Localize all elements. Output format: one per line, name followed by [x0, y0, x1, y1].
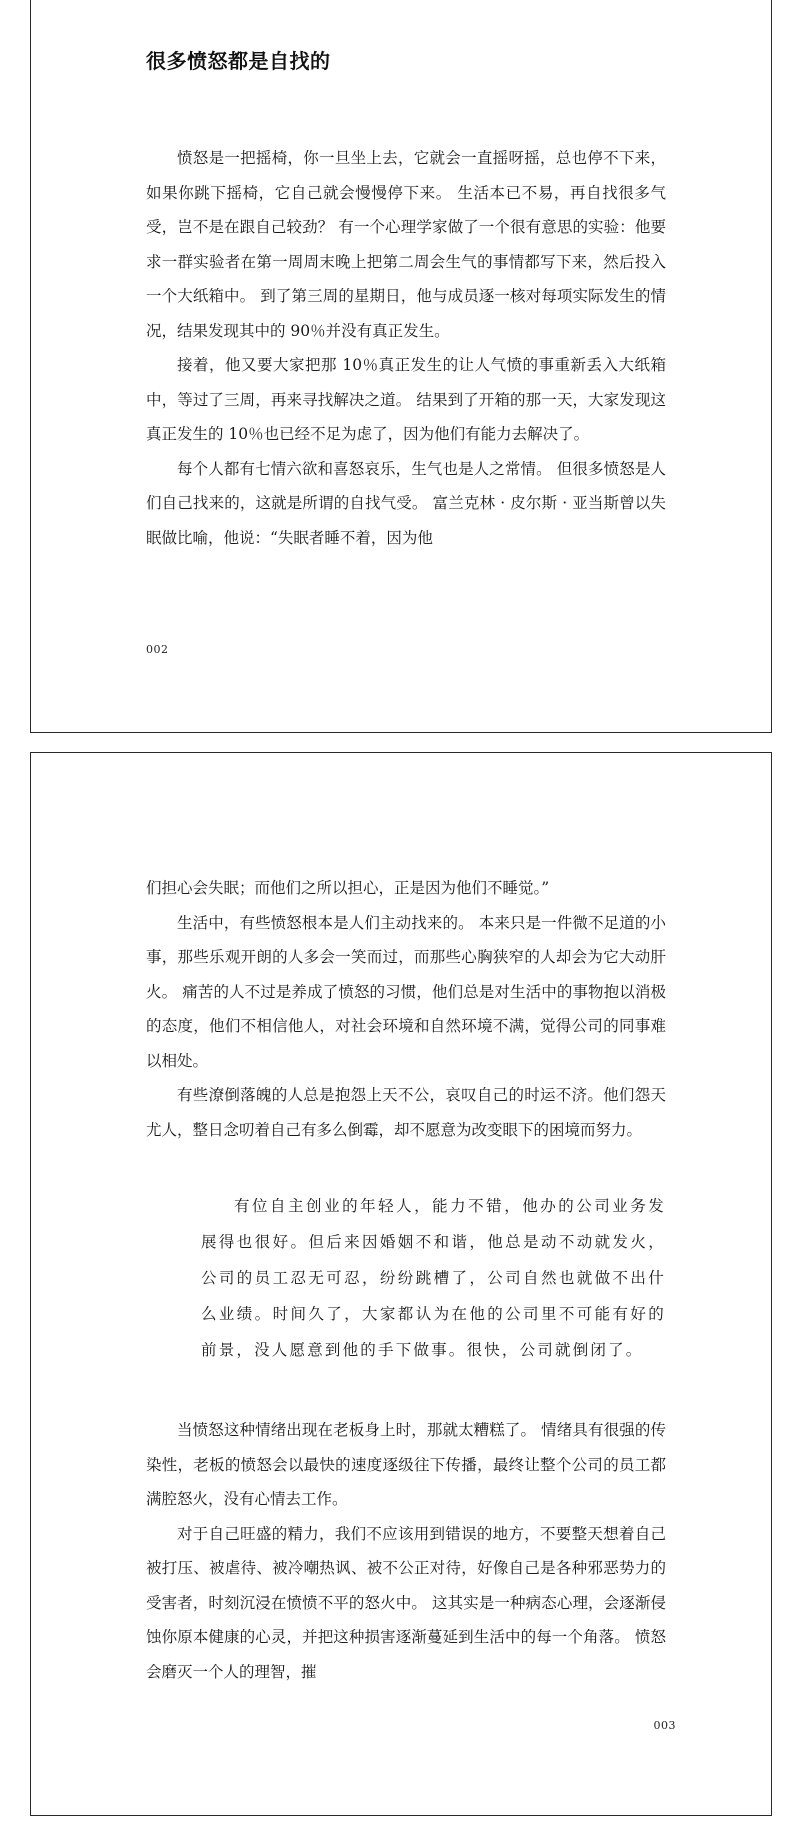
- block-quote: [201, 1188, 666, 1368]
- paragraph: 愤怒是一把摇椅，你一旦坐上去，它就会一直摇呀摇，总也停不下来，如果你跳下摇椅，它自己就会慢慢停下来。 生活本已不易，再自找很多气受，岂不是在跟自己较劲？ 有一个心理学家做了一个很有意思的实验：他要求一群实验者在第一周周末晚上把第二周会生气的事情都写下来，然后投入一个大纸箱中。 到了第三周的星期日，他与成员逐一核对每项实际发生的情况，结果发现其中的 90％并没有真正发生。: [146, 149, 666, 340]
- chapter-title: 很多愤怒都是自找的: [146, 49, 331, 73]
- page-body-lower: [146, 1413, 666, 1689]
- paragraph: 接着，他又要大家把那 10％真正发生的让人气愤的事重新丢入大纸箱中，等过了三周，再来寻找解决之道。 结果到了开箱的那一天，大家发现这真正发生的 10％也已经不足为虑了，因为他们有能力去解决了。: [146, 356, 666, 443]
- page-body: [146, 141, 666, 555]
- paragraph: 当愤怒这种情绪出现在老板身上时，那就太糟糕了。 情绪具有很强的传染性，老板的愤怒会以最快的速度逐级往下传播，最终让整个公司的员工都满腔怒火，没有心情去工作。: [146, 1421, 666, 1508]
- book-page-002: [30, 0, 772, 733]
- paragraph: 每个人都有七情六欲和喜怒哀乐，生气也是人之常情。 但很多愤怒是人们自己找来的，这就是所谓的自找气受。 富兰克林 · 皮尔斯 · 亚当斯曾以失眠做比喻，他说：“失眠者睡不着，因为他: [146, 459, 666, 547]
- page-number: 003: [653, 1719, 676, 1732]
- quote-paragraph: 有位自主创业的年轻人，能力不错，他办的公司业务发展得也很好。但后来因婚姻不和谐，他总是动不动就发火，公司的员工忍无可忍，纷纷跳槽了，公司自然也就做不出什么业绩。时间久了，大家都认为在他的公司里不可能有好的前景，没人愿意到他的手下做事。很快，公司就倒闭了。: [201, 1197, 666, 1359]
- paragraph: 有些潦倒落魄的人总是抱怨上天不公，哀叹自己的时运不济。他们怨天尤人，整日念叨着自己有多么倒霉，却不愿意为改变眼下的困境而努力。: [146, 1086, 666, 1139]
- paragraph: 生活中，有些愤怒根本是人们主动找来的。 本来只是一件微不足道的小事，那些乐观开朗的人多会一笑而过，而那些心胸狭窄的人却会为它大动肝火。 痛苦的人不过是养成了愤怒的习惯，他们总是对生活中的事物抱以消极的态度，他们不相信他人，对社会环境和自然环境不满，觉得公司的同事难以相处。: [146, 913, 666, 1070]
- book-page-003: [30, 752, 772, 1816]
- page-body: [146, 871, 666, 1147]
- page-number: 002: [146, 643, 169, 656]
- paragraph: 对于自己旺盛的精力，我们不应该用到错误的地方，不要整天想着自己被打压、被虐待、被冷嘲热讽、被不公正对待，好像自己是各种邪恶势力的受害者，时刻沉浸在愤愤不平的怒火中。 这其实是一种病态心理，会逐渐侵蚀你原本健康的心灵，并把这种损害逐渐蔓延到生活中的每一个角落。 愤怒会磨灭一个人的理智，摧: [146, 1524, 666, 1681]
- paragraph-continued: 们担心会失眠；而他们之所以担心，正是因为他们不睡觉。”: [146, 879, 550, 897]
